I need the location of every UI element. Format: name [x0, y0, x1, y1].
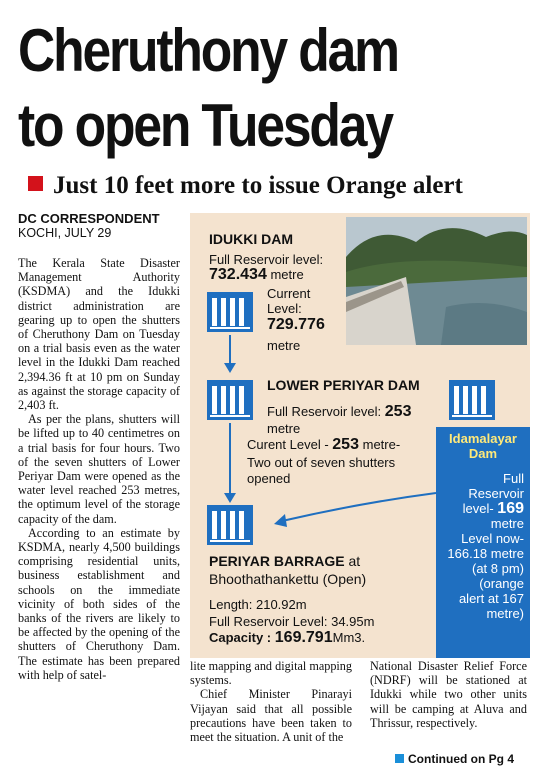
headline-line-2: to open Tuesday [18, 92, 392, 159]
idukki-current-number: 729.776 [267, 316, 325, 333]
idukki-frl-value: 732.434 [209, 266, 267, 283]
barrage-title: PERIYAR BARRAGE [209, 553, 345, 569]
idamalayar-line: Full [503, 471, 524, 486]
article-column-1 [18, 256, 180, 682]
lower-periyar-title: LOWER PERIYAR DAM [267, 377, 420, 393]
subheadline [28, 172, 463, 200]
idukki-frl-label: Full Reservoir level: [209, 252, 324, 267]
lower-periyar-current-unit: metre- [362, 437, 401, 452]
idamalayar-line: Level now- [461, 531, 524, 546]
barrage-title-suffix: at [348, 553, 361, 569]
idukki-current-label-2: Level: [267, 301, 302, 316]
lower-periyar-frl-value: 253 [384, 403, 412, 420]
idukki-current-label-1: Current [267, 286, 311, 301]
article-paragraph: National Disaster Relief Force (NDRF) will be stationed at Idukki while two other units will be camping at Aluva and Thrissur, respectively. [370, 659, 527, 730]
idamalayar-line: (orange [479, 576, 524, 591]
barrage-capacity-unit: Mm3. [332, 630, 366, 645]
article-paragraph: Chief Minister Pinarayi Vijayan said that all possible precautions have been taken to meet the situation. A unit of the [190, 687, 352, 745]
idamalayar-line: (at 8 pm) [471, 561, 524, 576]
idamalayar-line: alert at 167 [458, 591, 524, 606]
lower-periyar-current-label: Curent Level - [247, 437, 329, 452]
idamalayar-line: 166.18 metre [447, 546, 524, 561]
barrage-capacity-label: Capacity : [209, 630, 272, 645]
article-paragraph: lite mapping and digital mapping systems. [190, 659, 352, 688]
blue-square-bullet-icon [395, 754, 404, 763]
idamalayar-line: level- [462, 501, 494, 516]
arrowhead-icon [274, 514, 287, 527]
article-paragraph: According to an estimate by KSDMA, nearly 4,500 buildings comprising residential units, business establishment and schools on the immediate vicinity of both sides of the banks of the rivers are likely to be affected by the opening of the shutters of Cheruthony Dam. The estimate has been prepared with help of satel- [18, 525, 180, 682]
article-paragraph: As per the plans, shutters will be lifted up to 40 centimetres on a trial basis for four hours. Two of the seven shutters of Lower Periyar Dam were opened as the water level reached 253 metres, the optimum level of the storage capacity of the dam. [18, 412, 180, 526]
idukki-current-unit: metre [267, 338, 301, 353]
article-paragraph: The Kerala State Disaster Management Authority (KSDMA) and the Idukki district administration are gearing up to open the shutters of Cheruthony Dam on Tuesday on a trial basis even as the water level in the Idukki Dam reached 2,394.36 ft at 10 pm on Sunday as against the storage capacity of 2,403 ft. [18, 256, 180, 413]
subheadline-text: Just 10 feet more to issue Orange alert [53, 172, 463, 199]
barrage-location: Bhoothathankettu (Open) [209, 571, 367, 587]
byline [18, 212, 160, 240]
barrage-frl: Full Reservoir Level: 34.95m [209, 614, 375, 629]
idukki-dam-title: IDUKKI DAM [209, 231, 293, 247]
idamalayar-name-1: Idamalayar [449, 431, 517, 446]
idamalayar-frl-value: 169 [497, 500, 524, 517]
continued-text: Continued on Pg 4 [408, 752, 514, 766]
flow-arrows [190, 213, 530, 658]
continued-note[interactable] [395, 752, 514, 766]
byline-author: DC CORRESPONDENT [18, 211, 160, 226]
lower-periyar-frl-label: Full Reservoir level: [267, 404, 382, 419]
barrage-length: Length: 210.92m [209, 597, 307, 612]
idamalayar-line: Reservoir [468, 486, 524, 501]
lower-periyar-note-1: Two out of seven shutters [247, 455, 396, 470]
idamalayar-line: metre [490, 516, 524, 531]
idamalayar-name-2: Dam [468, 446, 498, 461]
article-column-2 [190, 659, 352, 744]
arrowhead-icon [224, 493, 236, 503]
barrage-capacity-value: 169.791 [274, 629, 333, 646]
lower-periyar-note-2: opened [247, 471, 291, 486]
arrowhead-icon [224, 363, 236, 373]
idukki-frl-unit: metre [270, 267, 304, 282]
byline-dateline: KOCHI, JULY 29 [18, 226, 112, 240]
headline-line-1: Cheruthony dam [18, 17, 398, 84]
arrow-idamalayar-to-barrage [282, 493, 436, 521]
lower-periyar-current-value: 253 [332, 436, 359, 453]
lower-periyar-frl-unit: metre [267, 421, 301, 436]
idamalayar-line: metre) [486, 606, 524, 621]
red-square-bullet-icon [28, 176, 43, 191]
article-column-3 [370, 659, 527, 730]
